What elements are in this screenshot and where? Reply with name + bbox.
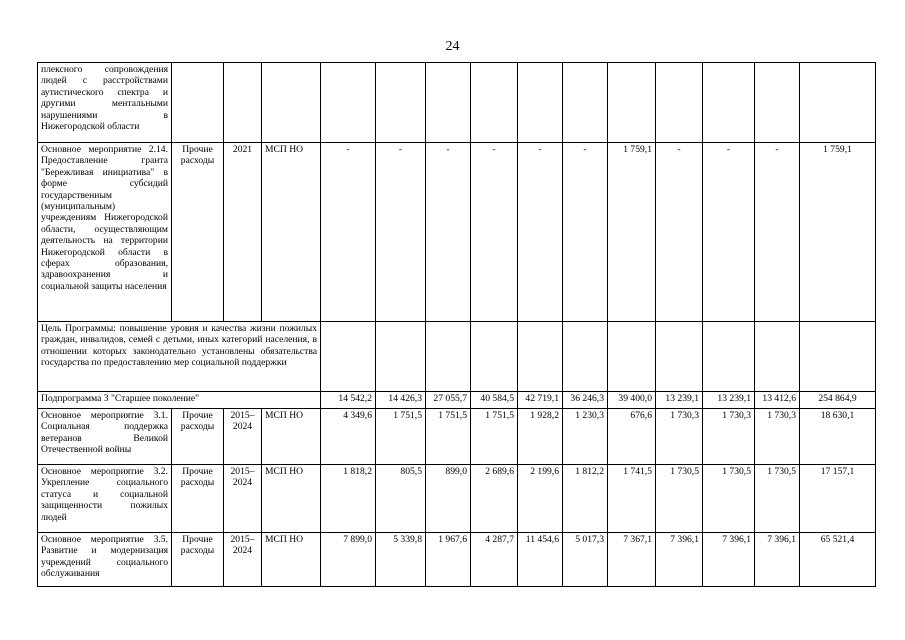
value-cell: [321, 63, 376, 143]
value-cell: [703, 322, 755, 392]
value-cell: 1 812,2: [563, 465, 608, 533]
value-cell: 42 719,1: [518, 392, 563, 409]
value-cell: 805,5: [376, 465, 426, 533]
activity-description: Основное мероприятие 2.14. Предоставление гранта "Бережливая инициатива" в форме субсидий государственным (муниципальным) учреждениям Нижегородской области, осуществляющим деятельность на территории Нижегородской области в сферах образования, здравоохранения и социальной защиты населения: [38, 143, 172, 322]
years-cell: [224, 63, 262, 143]
table-row: [38, 465, 876, 533]
years-cell: 2021: [224, 143, 262, 322]
value-cell: 27 055,7: [426, 392, 471, 409]
value-cell: [426, 63, 471, 143]
executor-cell: МСП НО: [262, 533, 321, 587]
budget-table: [37, 62, 876, 587]
value-cell: [518, 322, 563, 392]
value-cell: 1 751,5: [376, 409, 426, 465]
value-cell: 40 584,5: [471, 392, 518, 409]
total-cell: [800, 322, 876, 392]
value-cell: 899,0: [426, 465, 471, 533]
table-row: [38, 143, 876, 322]
value-cell: 13 239,1: [656, 392, 703, 409]
value-cell: 1 730,5: [755, 465, 800, 533]
value-cell: 2 689,6: [471, 465, 518, 533]
activity-description: плексного сопровождения людей с расстройствами аутистического спектра и другими ментальными нарушениями в Нижегородской области: [38, 63, 172, 143]
value-cell: 7 367,1: [608, 533, 656, 587]
subprogram-title: Подпрограмма 3 "Старшее поколение": [38, 392, 321, 409]
value-cell: 1 730,5: [703, 465, 755, 533]
executor-cell: МСП НО: [262, 409, 321, 465]
years-cell: 2015–2024: [224, 465, 262, 533]
value-cell: [608, 63, 656, 143]
page-number: 24: [445, 39, 460, 54]
value-cell: -: [563, 143, 608, 322]
activity-description: Основное мероприятие 3.5. Развитие и модернизация учреждений социального обслуживания: [38, 533, 172, 587]
value-cell: [518, 63, 563, 143]
value-cell: -: [321, 143, 376, 322]
value-cell: -: [518, 143, 563, 322]
value-cell: 1 741,5: [608, 465, 656, 533]
value-cell: -: [703, 143, 755, 322]
activity-description: Основное мероприятие 3.2. Укрепление социального статуса и социальной защищенности пожилых людей: [38, 465, 172, 533]
activity-description: Основное мероприятие 3.1. Социальная поддержка ветеранов Великой Отечественной войны: [38, 409, 172, 465]
executor-cell: МСП НО: [262, 143, 321, 322]
total-cell: 65 521,4: [800, 533, 876, 587]
years-cell: 2015–2024: [224, 409, 262, 465]
value-cell: [376, 322, 426, 392]
value-cell: [703, 63, 755, 143]
expense-type-cell: Прочие расходы: [172, 409, 224, 465]
value-cell: 1 730,3: [656, 409, 703, 465]
value-cell: -: [426, 143, 471, 322]
value-cell: 14 426,3: [376, 392, 426, 409]
value-cell: -: [471, 143, 518, 322]
value-cell: 1 967,6: [426, 533, 471, 587]
value-cell: 11 454,6: [518, 533, 563, 587]
value-cell: 5 339,8: [376, 533, 426, 587]
total-cell: 254 864,9: [800, 392, 876, 409]
value-cell: 7 396,1: [755, 533, 800, 587]
value-cell: 4 287,7: [471, 533, 518, 587]
total-cell: [800, 63, 876, 143]
value-cell: 39 400,0: [608, 392, 656, 409]
value-cell: 4 349,6: [321, 409, 376, 465]
value-cell: 1 751,5: [426, 409, 471, 465]
total-cell: 18 630,1: [800, 409, 876, 465]
value-cell: -: [376, 143, 426, 322]
expense-type-cell: Прочие расходы: [172, 533, 224, 587]
value-cell: 1 730,5: [656, 465, 703, 533]
value-cell: 1 751,5: [471, 409, 518, 465]
table-row: [38, 533, 876, 587]
value-cell: 2 199,6: [518, 465, 563, 533]
value-cell: -: [755, 143, 800, 322]
value-cell: 1 928,2: [518, 409, 563, 465]
value-cell: 7 396,1: [703, 533, 755, 587]
program-goal: Цель Программы: повышение уровня и качества жизни пожилых граждан, инвалидов, семей с детьми, иных категорий населения, в отношении которых законодательно установлены обязательства государства по предоставлению мер социальной поддержки: [38, 322, 321, 392]
value-cell: [656, 63, 703, 143]
value-cell: [656, 322, 703, 392]
value-cell: 1 730,3: [755, 409, 800, 465]
table-row: [38, 63, 876, 143]
value-cell: [321, 322, 376, 392]
total-cell: 1 759,1: [800, 143, 876, 322]
value-cell: 676,6: [608, 409, 656, 465]
value-cell: [755, 63, 800, 143]
value-cell: 1 730,3: [703, 409, 755, 465]
expense-type-cell: Прочие расходы: [172, 143, 224, 322]
value-cell: -: [656, 143, 703, 322]
value-cell: 13 239,1: [703, 392, 755, 409]
value-cell: 1 230,3: [563, 409, 608, 465]
value-cell: [471, 322, 518, 392]
value-cell: 5 017,3: [563, 533, 608, 587]
value-cell: [471, 63, 518, 143]
value-cell: 1 818,2: [321, 465, 376, 533]
total-cell: 17 157,1: [800, 465, 876, 533]
value-cell: [426, 322, 471, 392]
value-cell: 13 412,6: [755, 392, 800, 409]
value-cell: 7 396,1: [656, 533, 703, 587]
value-cell: [755, 322, 800, 392]
table-row: [38, 409, 876, 465]
value-cell: [608, 322, 656, 392]
value-cell: [563, 63, 608, 143]
table-row: [38, 322, 876, 392]
value-cell: 1 759,1: [608, 143, 656, 322]
value-cell: 36 246,3: [563, 392, 608, 409]
executor-cell: МСП НО: [262, 465, 321, 533]
expense-type-cell: [172, 63, 224, 143]
value-cell: 14 542,2: [321, 392, 376, 409]
value-cell: [376, 63, 426, 143]
value-cell: 7 899,0: [321, 533, 376, 587]
executor-cell: [262, 63, 321, 143]
years-cell: 2015–2024: [224, 533, 262, 587]
value-cell: [563, 322, 608, 392]
table-row: [38, 392, 876, 409]
expense-type-cell: Прочие расходы: [172, 465, 224, 533]
